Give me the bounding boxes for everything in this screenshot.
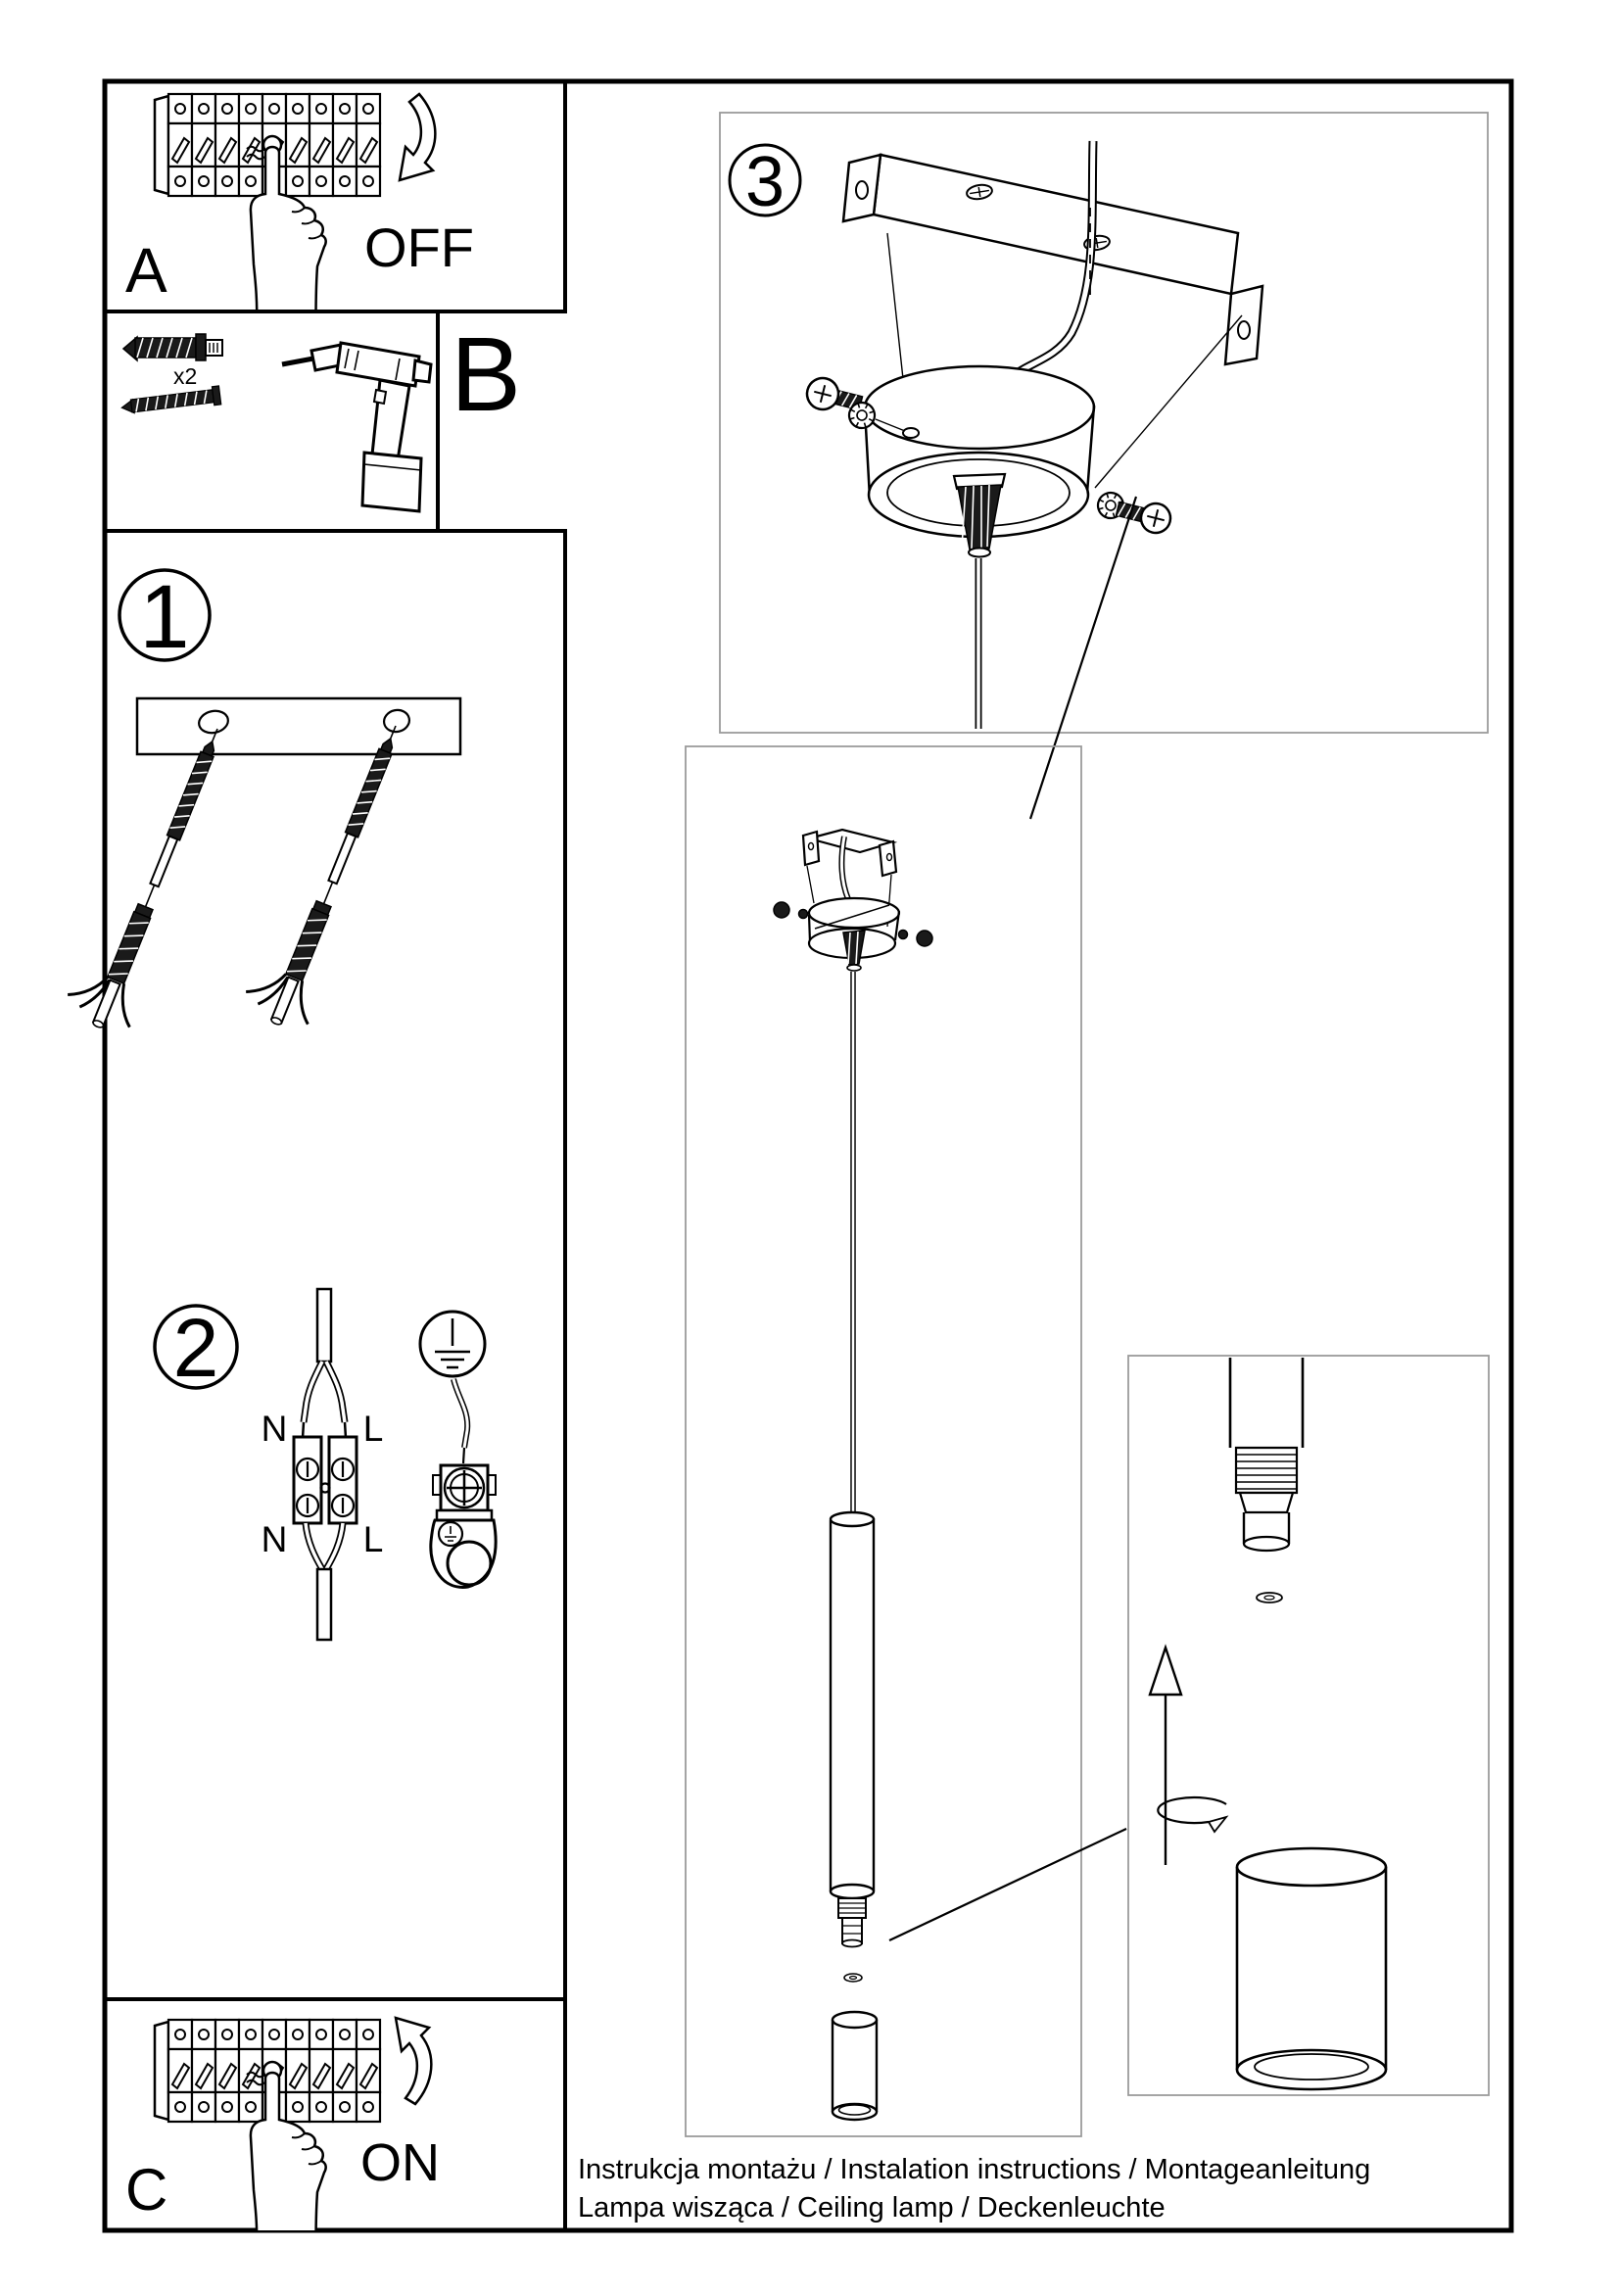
panel-c-breaker-on — [105, 1999, 565, 2255]
page-border — [105, 81, 1511, 2230]
drill-icon — [282, 343, 431, 511]
screw-icon — [120, 386, 221, 416]
tube-thread-detail-drawing — [1230, 1358, 1303, 1602]
footer-captions — [578, 2154, 1370, 2224]
lamp-shade-drawing — [833, 2012, 877, 2120]
mini-canopy-assembly-drawing — [774, 830, 932, 971]
mounting-plate-drawing — [137, 698, 460, 754]
arrow-up-icon — [396, 2018, 431, 2104]
panel-b-tools — [105, 311, 438, 531]
step-3-number: 3 — [744, 143, 786, 221]
step-a-label: A — [125, 235, 167, 306]
panel-shade-attachment-detail — [1128, 1356, 1489, 2095]
callout-leader-line — [1030, 497, 1136, 819]
anchor-assembly-icon — [239, 711, 424, 1035]
detail-leader-line — [889, 1829, 1126, 1940]
panel-lamp-overview — [686, 746, 1081, 2136]
quantity-label: x2 — [173, 363, 198, 389]
on-label: ON — [360, 2133, 440, 2192]
step-c-label: C — [125, 2157, 168, 2223]
panel-a-breaker-off — [105, 81, 565, 329]
wire-label-l-top: L — [362, 1409, 384, 1449]
step-b-label: B — [451, 314, 522, 433]
pendant-tube-drawing — [831, 1512, 874, 1982]
wiring-diagram — [294, 1289, 357, 1640]
ground-clamp-drawing — [431, 1379, 496, 1587]
panel-steps-1-2 — [61, 531, 565, 1999]
rotate-arrow-icon — [1158, 1797, 1226, 1832]
anchor-assembly-icon — [61, 714, 246, 1038]
step-1-number: 1 — [139, 567, 190, 667]
wall-plug-icon — [123, 334, 222, 360]
footer-line-2: Lampa wisząca / Ceiling lamp / Deckenleuchte — [578, 2192, 1166, 2224]
footer-line-1: Instrukcja montażu / Instalation instructions / Montageanleitung — [578, 2154, 1371, 2185]
arrow-down-icon — [400, 94, 435, 180]
step-2-number: 2 — [172, 1302, 219, 1394]
panel-step-3 — [720, 113, 1488, 733]
wire-label-l-bottom: L — [362, 1519, 384, 1559]
insert-arrow-icon — [1150, 1648, 1181, 1865]
canopy-screw-icon — [1095, 490, 1174, 537]
shade-detail-drawing — [1237, 1848, 1386, 2089]
earth-symbol-icon — [420, 1312, 485, 1376]
off-label: OFF — [364, 216, 474, 278]
wire-label-n-bottom: N — [261, 1519, 288, 1559]
wire-label-n-top: N — [261, 1409, 288, 1449]
